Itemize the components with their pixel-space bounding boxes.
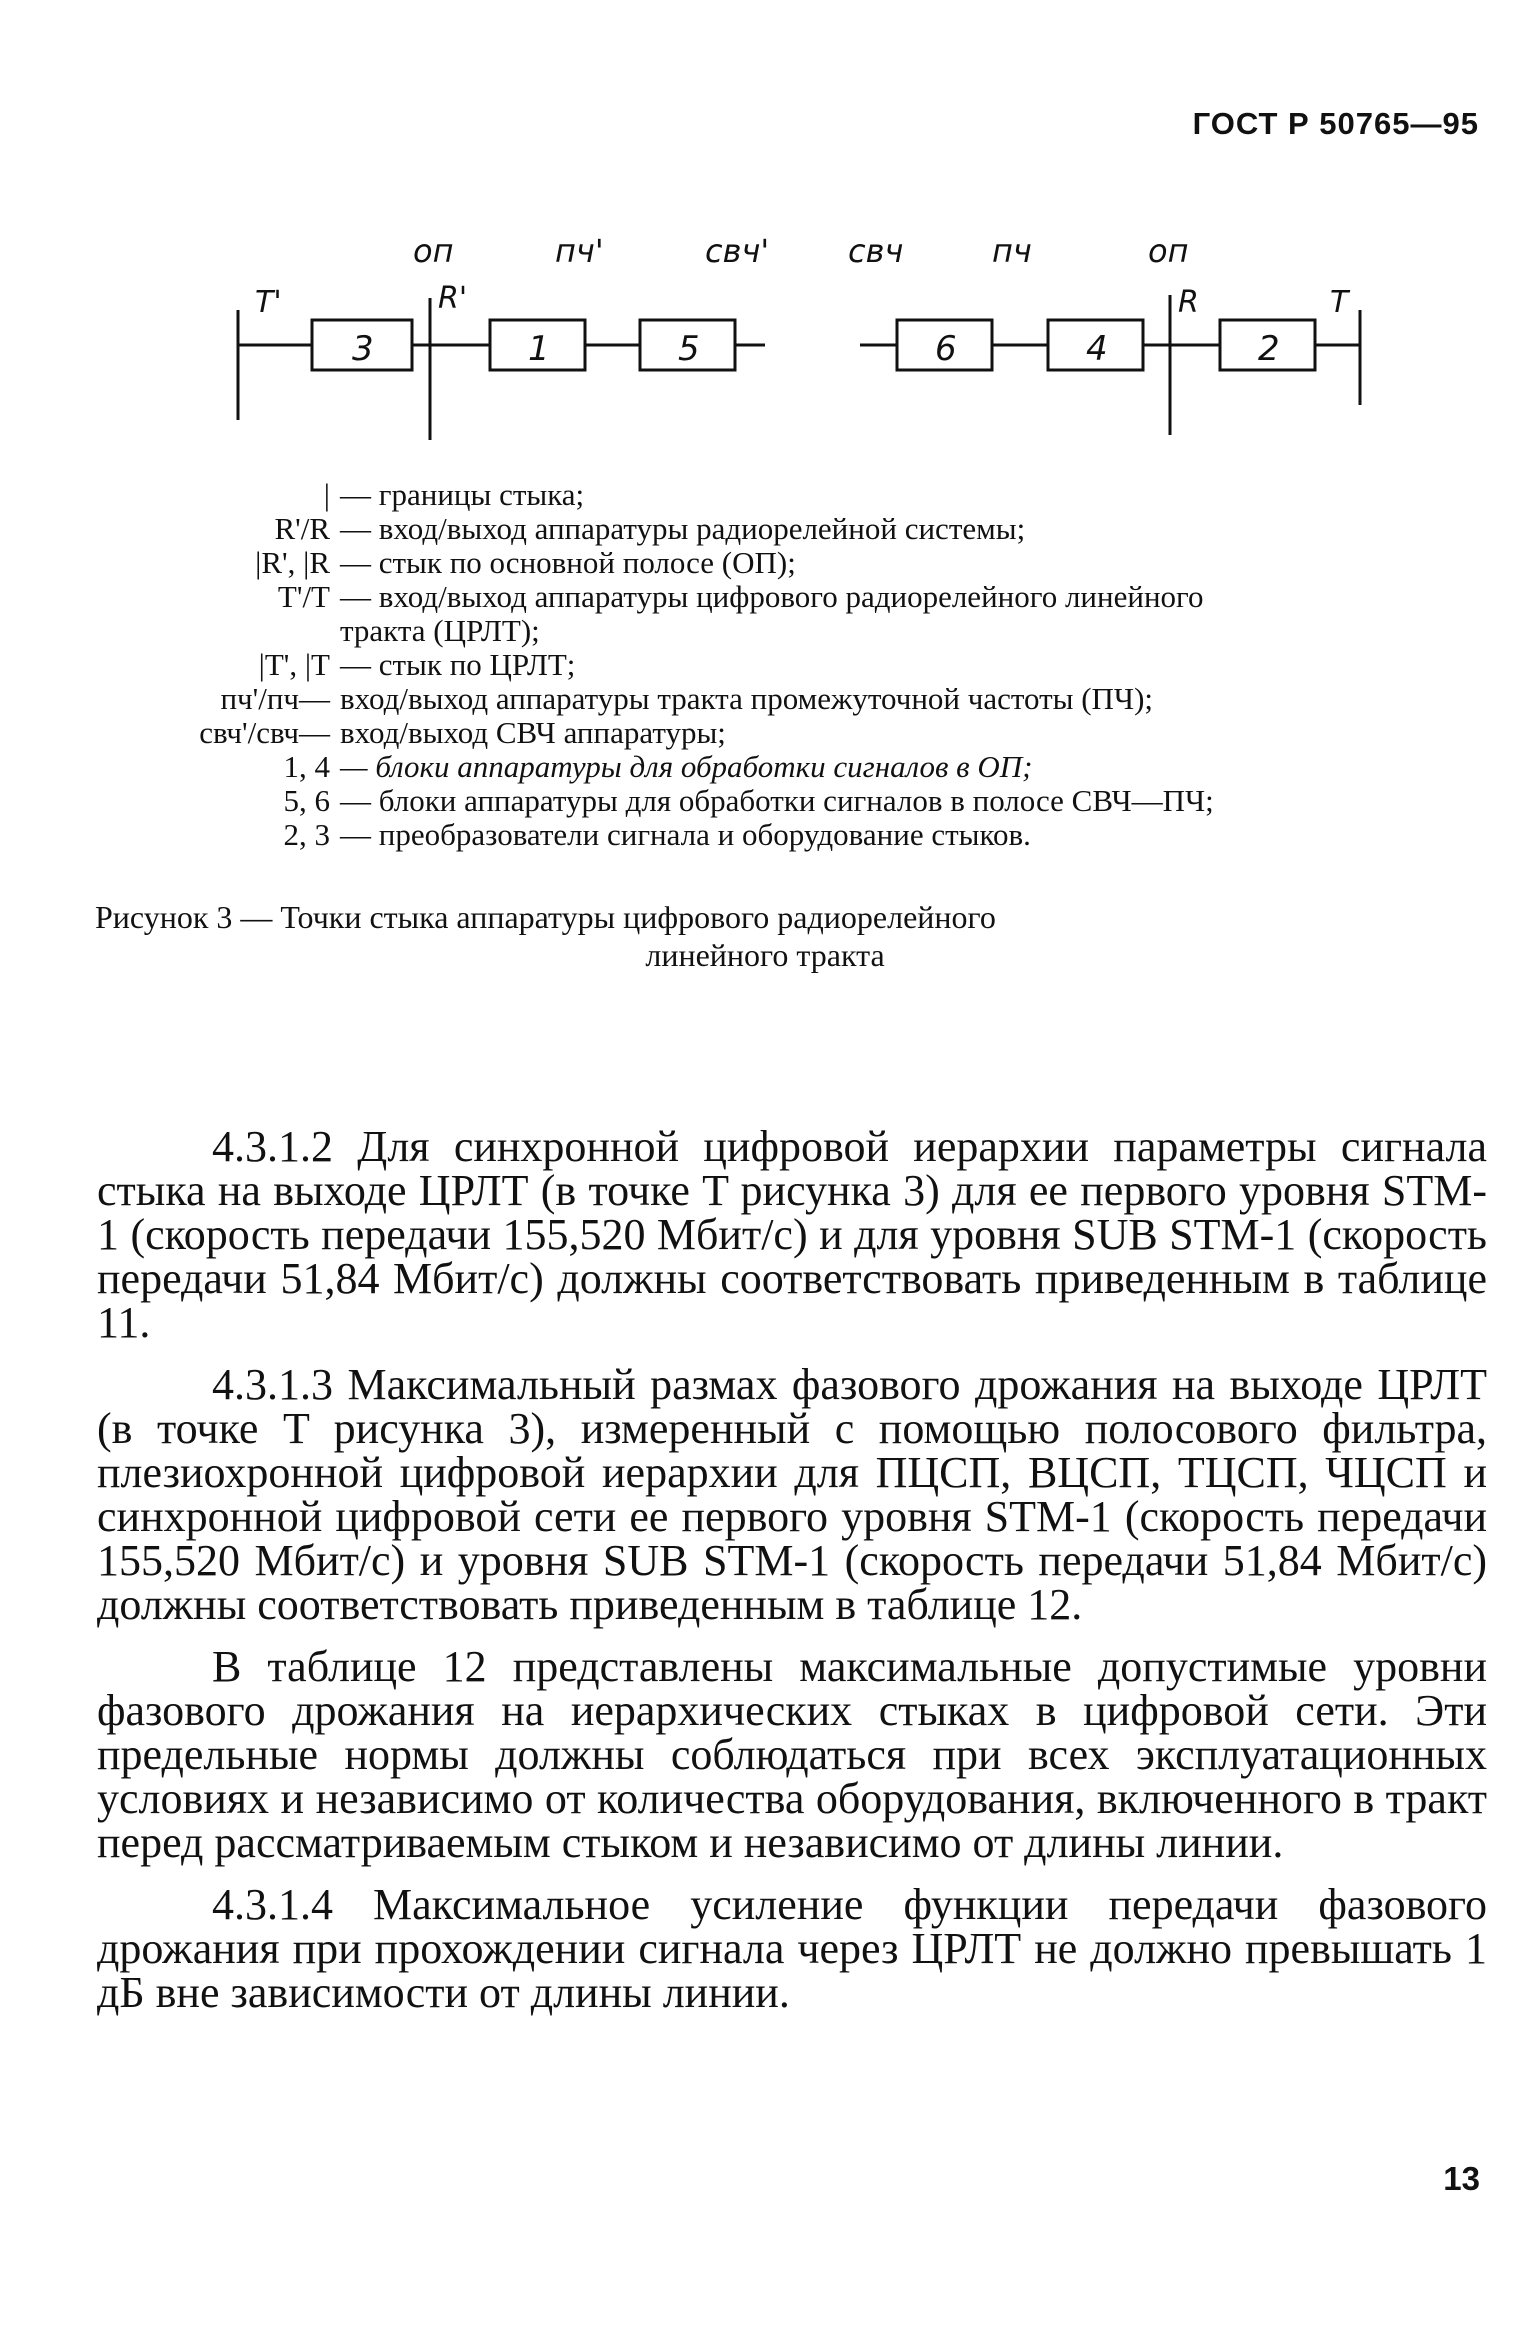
- legend-term: |: [323, 477, 330, 512]
- caption-line-1: Рисунок 3 — Точки стыка аппаратуры цифрового радиорелейного: [95, 899, 996, 935]
- legend-definition: — вход/выход аппаратуры цифрового радиорелейного линейного: [340, 579, 1204, 614]
- point-label-t: T: [1330, 285, 1349, 320]
- legend-row: [150, 818, 1490, 852]
- band-label-mw: свч: [848, 232, 904, 270]
- block-label-2: 2: [1258, 329, 1280, 369]
- block-label-4: 4: [1086, 329, 1108, 369]
- paragraph-4-3-1-4: 4.3.1.4 Максимальное усиление функции передачи фазового дрожания при прохождении сигнала через ЦРЛТ не должно превышать 1 дБ вне зависимости от длины линии.: [97, 1880, 1487, 2017]
- interface-points-diagram: [220, 220, 1380, 450]
- legend-row: [150, 478, 1490, 512]
- legend-term: [150, 614, 330, 648]
- band-label-op-left: оп: [413, 232, 454, 270]
- legend-row: [150, 716, 1490, 750]
- legend-row: [150, 614, 1490, 648]
- legend-row: [150, 546, 1490, 580]
- legend-term: 1, 4: [283, 749, 330, 784]
- block-label-3: 3: [352, 329, 374, 369]
- figure-caption: [95, 898, 1395, 974]
- legend-definition: — вход/выход аппаратуры радиорелейной системы;: [340, 511, 1026, 546]
- body-text: [97, 1122, 1487, 2033]
- block-label-5: 5: [678, 329, 700, 369]
- legend-term: 2, 3: [283, 817, 330, 852]
- legend-row: [150, 750, 1490, 784]
- document-header: ГОСТ Р 50765—95: [1192, 106, 1479, 141]
- caption-line-2: линейного тракта: [645, 937, 885, 973]
- paragraph-table-12: В таблице 12 представлены максимальные допустимые уровни фазового дрожания на иерархических стыках в цифровой сети. Эти предельные нормы должны соблюдаться при всех эксплуатационных условиях и независимо от количества оборудования, включенного в тракт перед рассматриваемым стыком и независимо от длины линии.: [97, 1642, 1487, 1867]
- legend-term: 5, 6: [283, 783, 330, 818]
- legend-term: свч'/свч—: [199, 715, 330, 750]
- legend-definition: — блоки аппаратуры для обработки сигналов в ОП;: [340, 749, 1033, 784]
- paragraph-4-3-1-3: 4.3.1.3 Максимальный размах фазового дрожания на выходе ЦРЛТ (в точке T рисунка 3), измеренный с помощью полосового фильтра, плезиохронной цифровой иерархии для ПЦСП, ВЦСП, ТЦСП, ЧЦСП и синхронной цифровой сети ее первого уровня STM-1 (скорость передачи 155,520 Мбит/с) и уровня SUB STM-1 (скорость передачи 51,84 Мбит/с) должны соответствовать приведенным в таблице 12.: [97, 1360, 1487, 1629]
- page-number: 13: [1443, 2160, 1480, 2197]
- block-label-6: 6: [935, 329, 957, 369]
- legend-term: |T', |T: [258, 647, 330, 682]
- legend-term: R'/R: [274, 511, 330, 546]
- legend-row: [150, 648, 1490, 682]
- band-label-op-right: оп: [1148, 232, 1189, 270]
- legend-definition: — стык по основной полосе (ОП);: [340, 545, 796, 580]
- band-label-mw-prime: свч': [705, 232, 770, 270]
- legend-definition: — стык по ЦРЛТ;: [340, 647, 576, 682]
- point-label-r: R: [1178, 285, 1199, 320]
- legend-definition: — блоки аппаратуры для обработки сигналов в полосе СВЧ—ПЧ;: [340, 783, 1214, 818]
- legend-term: пч'/пч—: [220, 681, 330, 716]
- legend-definition: вход/выход СВЧ аппаратуры;: [340, 715, 726, 750]
- band-label-if: пч: [992, 232, 1032, 270]
- point-label-r-prime: R': [438, 281, 468, 316]
- legend-term: T'/T: [277, 579, 330, 614]
- point-label-t-prime: T': [255, 285, 282, 320]
- block-label-1: 1: [528, 329, 550, 369]
- legend-row: [150, 682, 1490, 716]
- legend-term: |R', |R: [255, 545, 330, 580]
- legend-row: [150, 512, 1490, 546]
- legend-definition: тракта (ЦРЛТ);: [340, 613, 540, 648]
- legend-definition: вход/выход аппаратуры тракта промежуточной частоты (ПЧ);: [340, 681, 1154, 716]
- legend-definition: — преобразователи сигнала и оборудование стыков.: [340, 817, 1031, 852]
- legend-row: [150, 580, 1490, 614]
- legend-definition: — границы стыка;: [340, 477, 585, 512]
- figure-legend: [150, 478, 1490, 852]
- paragraph-4-3-1-2: 4.3.1.2 Для синхронной цифровой иерархии параметры сигнала стыка на выходе ЦРЛТ (в точке T рисунка 3) для ее первого уровня STM-1 (скорость передачи 155,520 Мбит/с) и для уровня SUB STM-1 (скорость передачи 51,84 Мбит/с) должны соответствовать приведенным в таблице 11.: [97, 1122, 1487, 1347]
- legend-row: [150, 784, 1490, 818]
- band-label-if-prime: пч': [555, 232, 604, 270]
